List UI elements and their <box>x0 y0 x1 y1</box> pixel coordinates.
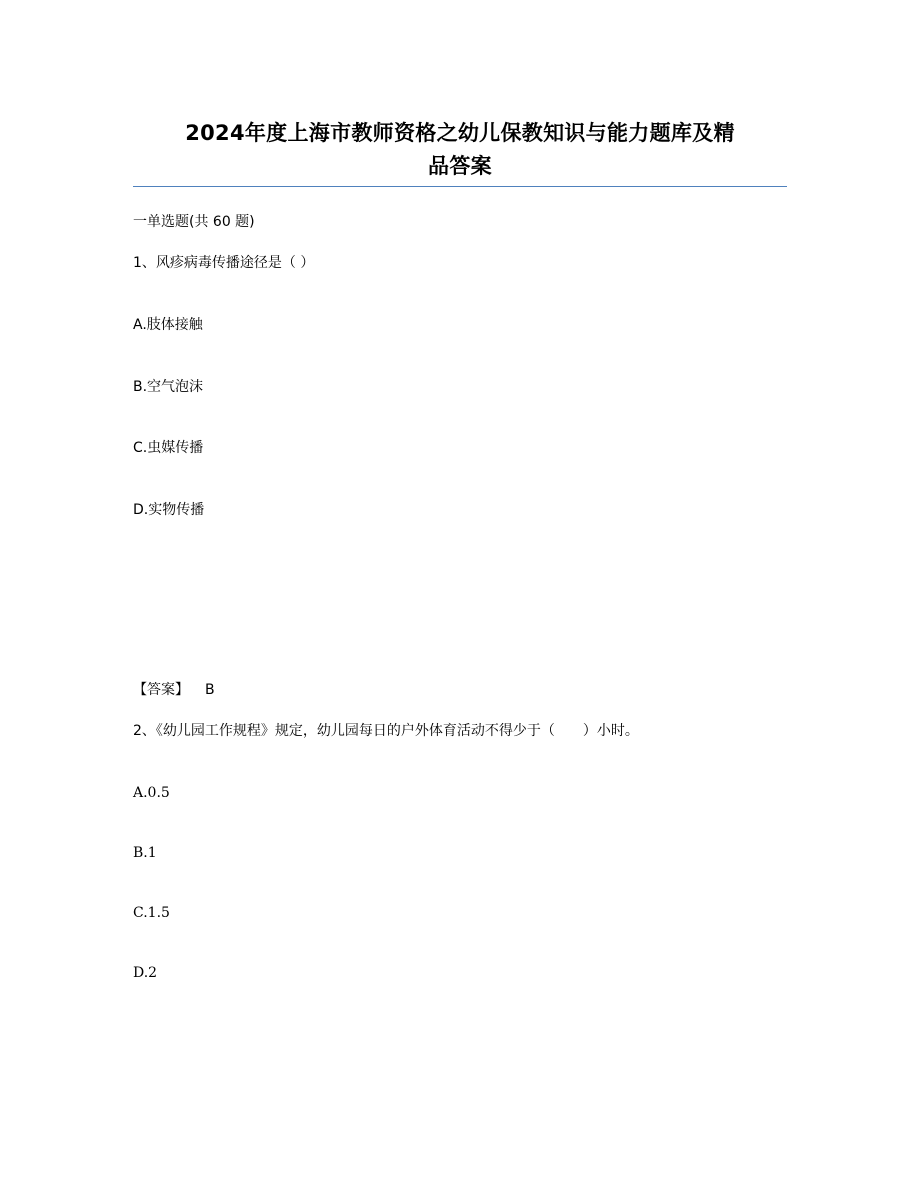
question-2-option-d: D.2 <box>133 965 158 981</box>
question-1-option-a: A.肢体接触 <box>133 317 203 333</box>
question-1-answer <box>133 680 215 700</box>
question-1-option-b: B.空气泡沫 <box>133 379 204 395</box>
title-divider <box>133 186 787 187</box>
section-heading: 一单选题(共 60 题) <box>133 214 255 230</box>
document-title-line-2: 品答案 <box>428 154 492 178</box>
question-2-option-c: C.1.5 <box>133 905 170 921</box>
answer-value: B <box>205 682 215 698</box>
question-2-stem: 2、《幼儿园工作规程》规定，幼儿园每日的户外体育活动不得少于（ ）小时。 <box>133 723 639 739</box>
question-2-option-a: A.0.5 <box>133 785 170 801</box>
answer-label: 【答案】 <box>133 682 189 698</box>
question-1-stem: 1、风疹病毒传播途径是（ ） <box>133 255 315 271</box>
question-1-option-c: C.虫媒传播 <box>133 440 204 456</box>
question-2-option-b: B.1 <box>133 845 157 861</box>
question-1-option-d: D.实物传播 <box>133 502 205 518</box>
document-title-line-1: 2024年度上海市教师资格之幼儿保教知识与能力题库及精 <box>185 121 735 145</box>
